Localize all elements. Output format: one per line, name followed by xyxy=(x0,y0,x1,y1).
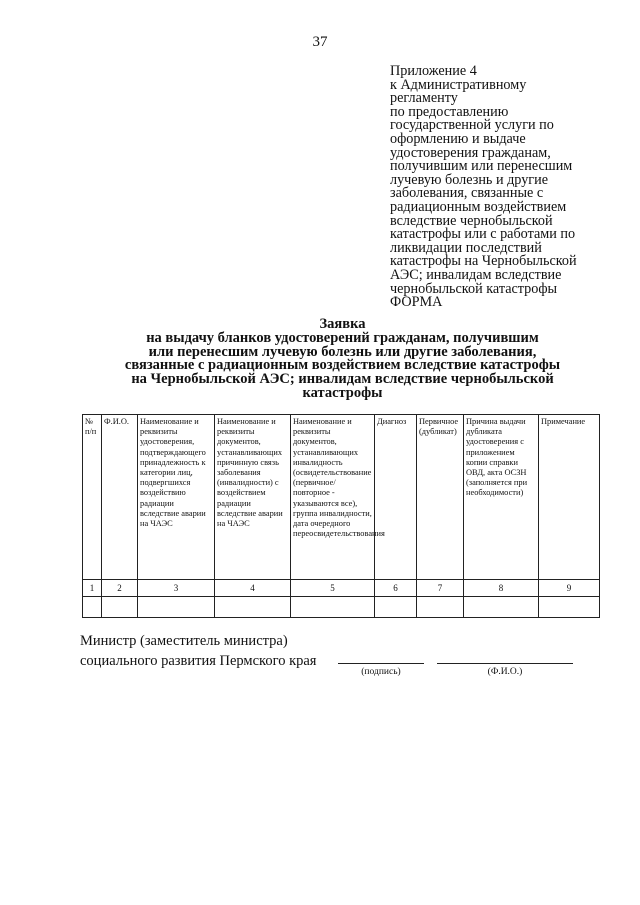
appendix-line: чернобыльской катастрофы xyxy=(390,280,558,297)
appendix-line: регламенту xyxy=(390,90,458,107)
signature-line xyxy=(338,663,424,664)
column-number: 7 xyxy=(417,580,464,597)
appendix-line: ликвидации последствий xyxy=(390,239,542,256)
header-cell-number: № п/п xyxy=(83,415,102,580)
empty-cell xyxy=(291,597,375,618)
header-cell-disability: Наименование и реквизиты документов, устанавливающих инвалидность (освидетельствование (первичное/повторное - указываются все), группа инвалидности, дата очередного переосвидетельствования xyxy=(291,415,375,580)
appendix-block xyxy=(390,65,605,310)
empty-cell xyxy=(464,597,539,618)
column-number: 3 xyxy=(138,580,215,597)
header-cell-name: Ф.И.О. xyxy=(102,415,138,580)
appendix-line: Приложение 4 xyxy=(390,63,477,79)
appendix-line: государственной услуги по xyxy=(390,117,554,134)
appendix-line: АЭС; инвалидам вследствие xyxy=(390,266,562,283)
header-cell-diagnosis: Диагноз xyxy=(375,415,417,580)
header-cell-duplicate-reason: Причина выдачи дубликата удостоверения с приложением копии справки ОВД, акта ОСЗН (заполняется при необходимости) xyxy=(464,415,539,580)
page-number: 37 xyxy=(312,34,328,50)
table-header-row xyxy=(83,415,600,580)
form-label: ФОРМА xyxy=(390,294,443,311)
header-cell-notes: Примечание xyxy=(539,415,600,580)
name-caption: (Ф.И.О.) xyxy=(487,667,523,677)
appendix-line: катастрофы или с работами по xyxy=(390,226,576,243)
title-line: или перенесшим лучевую болезнь или другие заболевания, xyxy=(148,343,537,360)
appendix-line: удостоверения гражданам, xyxy=(390,144,551,161)
column-number: 1 xyxy=(83,580,102,597)
empty-cell xyxy=(138,597,215,618)
appendix-line: радиационным воздействием xyxy=(390,198,567,215)
appendix-line: получившим или перенесшим xyxy=(390,158,573,175)
empty-cell xyxy=(539,597,600,618)
signature-organization: социального развития Пермского края xyxy=(80,653,317,669)
title-line: катастрофы xyxy=(302,384,383,401)
column-number-row xyxy=(83,580,600,597)
appendix-line: заболевания, связанные с xyxy=(390,185,544,202)
appendix-line: катастрофы на Чернобыльской xyxy=(390,253,577,270)
header-cell-certificate: Наименование и реквизиты удостоверения, подтверждающего принадлежность к категории лиц, подвергшихся воздействию радиации вследствие аварии на ЧАЭС xyxy=(138,415,215,580)
appendix-line: оформлению и выдаче xyxy=(390,130,526,147)
signature-position: Министр (заместитель министра) xyxy=(80,633,288,649)
column-number: 9 xyxy=(539,580,600,597)
signature-caption: (подпись) xyxy=(361,667,401,677)
appendix-line: к Административному xyxy=(390,76,527,93)
appendix-line: вследствие чернобыльской xyxy=(390,212,553,229)
empty-cell xyxy=(417,597,464,618)
header-cell-causal-link: Наименование и реквизиты документов, устанавливающих причинную связь заболевания (инвалидности) с воздействием радиации вследствие аварии на ЧАЭС xyxy=(215,415,291,580)
column-number: 8 xyxy=(464,580,539,597)
document-title xyxy=(70,318,615,401)
name-line xyxy=(437,663,573,664)
title-line: на Чернобыльской АЭС; инвалидам вследствие чернобыльской xyxy=(131,371,554,388)
request-table xyxy=(82,414,600,618)
empty-cell xyxy=(83,597,102,618)
signature-block xyxy=(80,631,316,671)
column-number: 6 xyxy=(375,580,417,597)
empty-cell xyxy=(375,597,417,618)
column-number: 2 xyxy=(102,580,138,597)
appendix-line: лучевую болезнь и другие xyxy=(390,171,549,188)
empty-cell xyxy=(215,597,291,618)
column-number: 4 xyxy=(215,580,291,597)
title-line: на выдачу бланков удостоверений гражданам, получившим xyxy=(146,329,539,346)
title-line: Заявка xyxy=(319,316,366,332)
header-cell-primary: Первичное (дубликат) xyxy=(417,415,464,580)
table-row xyxy=(83,597,600,618)
title-line: связанные с радиационным воздействием вследствие катастрофы xyxy=(124,357,561,374)
empty-cell xyxy=(102,597,138,618)
column-number: 5 xyxy=(291,580,375,597)
appendix-line: по предоставлению xyxy=(390,103,509,120)
